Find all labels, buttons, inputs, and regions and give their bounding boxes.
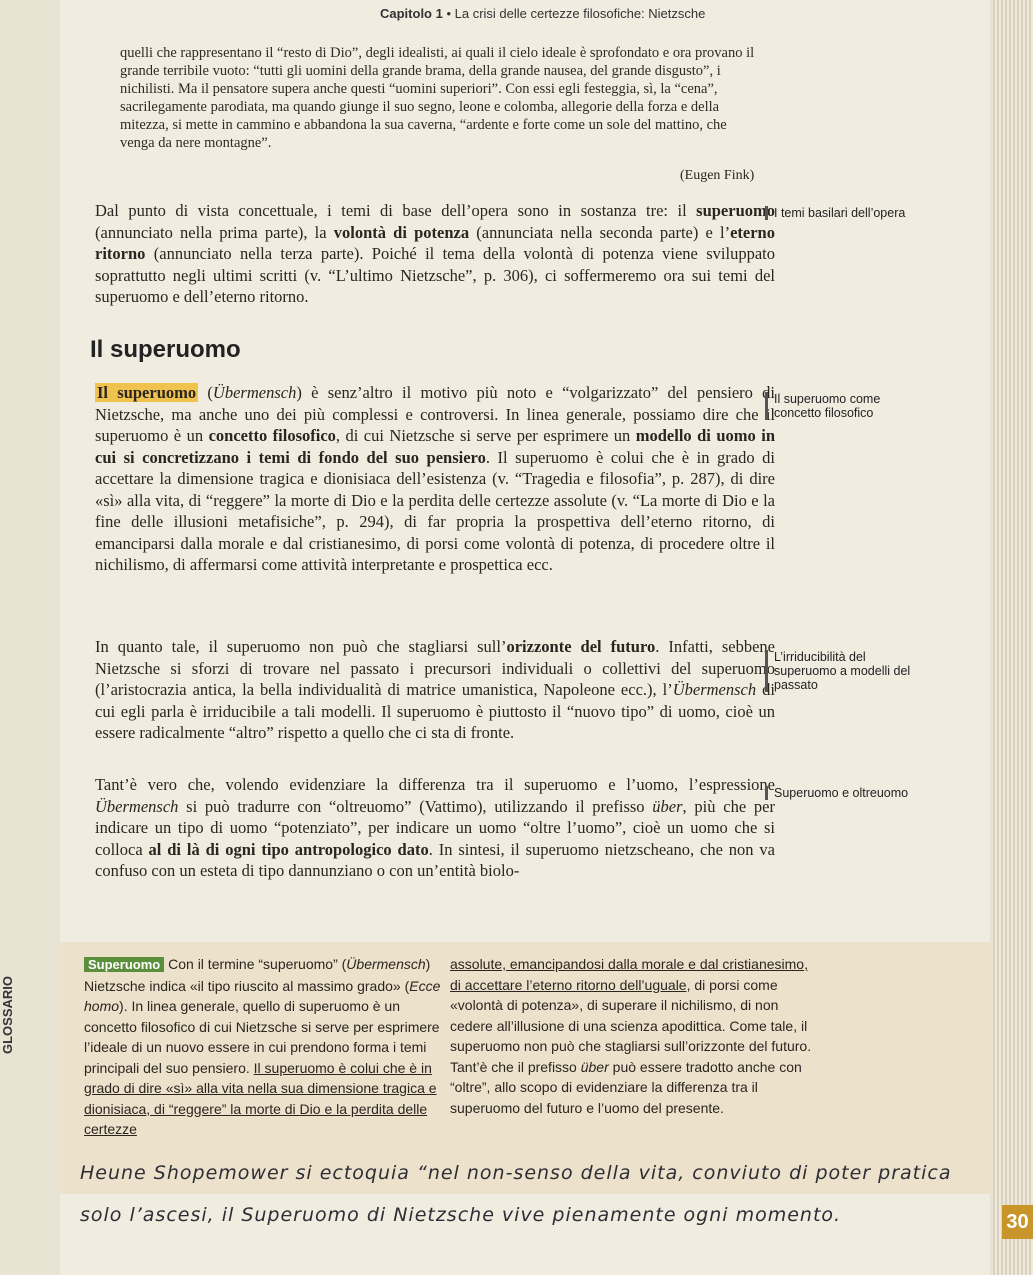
p1-bold: concetto filosofico [208,426,336,445]
section-title: Il superuomo [90,336,241,363]
p3-text: . In sintesi, il superuomo nietzscheano, che non va confuso con un esteta di tipo dannunziano o con un’entità biolo- [95,839,775,880]
intro-text: (annunciato nella terza parte). Poiché il tema della volontà di potenza viene sviluppato soprattutto negli ultimi scritti (v. “L’ultimo Nietzsche”, p. 306), ci soffermeremo ora sui temi del superuomo e dell’eterno ritorno. [95,244,775,306]
summary-column-2 [450,954,820,1118]
summary-text: Con il termine “superuomo” ( [164,956,347,972]
margin-note: Il superuomo come concetto filosofico [765,392,924,420]
margin-note: Superuomo e oltreuomo [765,786,924,800]
margin-note: I temi basilari dell’opera [765,206,924,220]
p1-italic: Übermensch [212,383,297,402]
summary-underlined: Il superuomo è colui che è in grado di dire «sì» alla vita nella sua dimensione tragica e dionisiaca, di “reggere” la morte di Dio e la perdita delle certezze [84,1059,437,1137]
paragraph-3 [95,774,775,882]
paragraph-2 [95,636,775,744]
summary-underlined: assolute, emancipandosi dalla morale e dal cristianesimo, di accettare l’eterno ritorno dell’uguale, [450,956,808,993]
p2-text: In quanto tale, il superuomo non può che stagliarsi sull’ [95,637,507,656]
chapter-label: Capitolo 1 [380,6,443,21]
highlighted-term: Il superuomo [97,383,197,402]
intro-text: (annunciata nella seconda parte) e l’ [469,222,731,242]
p3-text: , più che per indicare un tipo di uomo “potenziato”, per indicare un uomo “oltre l’uomo”, cioè un uomo che si colloca [95,796,775,859]
p1-text: ( [198,383,213,402]
p1-text: ) è senz’altro il motivo più noto e “volgarizzato” del pensiero di Nietzsche, ma anche uno dei più complessi e controversi. In linea generale, possiamo dire che il superuomo è un [95,383,776,445]
p3-italic: über [652,796,683,816]
intro-bold: eterno ritorno [95,222,775,263]
page-edge [993,0,1033,1275]
intro-paragraph [95,200,775,308]
quote-text: quelli che rappresentano il “resto di Dio”, degli idealisti, ai quali il cielo ideale è sprofondato e ora provano il grande terribile vuoto: “tutti gli uomini della grande brama, della grande nausea, del grande disgusto”, i nichilisti. Ma il pensatore supera anche questi “uomini superiori”. Con essi egli festeggia, sì, la “cena”, sacrilegamente parodiata, ma quando giunge il suo segno, leone e colomba, allegorie della forza e della mitezza, si mette in cammino e abbandona la sua caverna, “ardente e forte come un sole del mattino, che venga da nere montagne”. [120,45,755,151]
summary-column-1 [84,954,444,1140]
p3-italic: Übermensch [95,796,179,816]
p2-bold: orizzonte del futuro [506,637,656,656]
summary-tag: Superuomo [84,957,164,972]
paragraph-1 [95,382,775,576]
p2-text: di cui egli parla è irriducibile a tali modelli. Il superuomo è piuttosto il “nuovo tipo” di uomo, cioè un essere radicalmente “altro” rispetto a quello che ci sta di fronte. [95,680,775,742]
summary-text: ) Nietzsche indica «il tipo riuscito al massimo grado» ( [84,956,431,994]
p2-italic: Übermensch [672,680,757,699]
p3-bold: al di là di ogni tipo antropologico dato [148,839,429,859]
chapter-title: • La crisi delle certezze filosofiche: Nietzsche [446,6,706,21]
summary-text: di porsi come «volontà di potenza», di superare il nichilismo, di non cedere all’illusione di una scienza apodittica. Come tale, il superuomo non può che stagliarsi sull’orizzonte del futuro. Tant’è che il prefisso [450,976,812,1075]
handwritten-note-line-1: Heune Shopemower si ectoquia “nel non-senso della vita, conviuto di poter pratica [80,1162,952,1184]
p3-text: si può tradurre con “oltreuomo” (Vattimo), utilizzando il prefisso [178,796,653,816]
summary-italic: Ecce homo [84,977,441,1014]
summary-italic: über [580,1058,609,1075]
handwritten-note-line-2: solo l’ascesi, il Superuomo di Nietzsche vive pienamente ogni momento. [80,1204,842,1226]
p3-text: Tant’è vero che, volendo evidenziare la differenza tra il superuomo e l’uomo, l’espressione [95,775,775,794]
intro-bold: superuomo [696,201,775,220]
page-number: 30 [1002,1205,1033,1239]
intro-text: (annunciato nella prima parte), la [95,222,334,242]
p1-text: . Il superuomo è colui che è in grado di accettare la dimensione tragica e dionisiaca dell’esistenza (v. “Tragedia e filosofia”, p. 287), di dire «sì» alla vita, di “reggere” la morte di Dio e la perdita delle certezze assolute (v. “La morte di Dio e la fine delle illusioni metafisiche”, p. 294), di far propria la prospettiva dell’eterno ritorno, di emanciparsi dalla morale e dal cristianesimo, di porsi come volontà di potenza, di procedere oltre il nichilismo, di affermarsi come attività interpretante e prospettica ecc. [95,447,775,574]
summary-italic: Übermensch [346,956,426,972]
summary-side-label: GLOSSARIO [0,976,15,1055]
summary-text: può essere tradotto anche con “oltre”, allo scopo di evidenziare la differenza tra il superuomo del futuro e l’uomo del presente. [450,1058,802,1116]
running-header [380,6,980,21]
p2-text: . Infatti, sebbene Nietzsche si sforzi di trovare nel passato i precursori individuali o collettivi del superuomo (l’aristocrazia antica, la bella individualità di matrice umanistica, Napoleone ecc.), l’ [95,637,775,699]
p1-text: , di cui Nietzsche si serve per esprimere un [335,426,636,445]
summary-text: ). In linea generale, quello di superuomo è un concetto filosofico di cui Nietzsche si serve per esprimere l’ideale di un nuovo essere in cui prendono forma i temi principali del suo pensiero. [84,998,440,1076]
quote-author: (Eugen Fink) [680,168,755,183]
p1-bold: modello di uomo in cui si concretizzano i temi di fondo del suo pensiero [95,426,775,467]
intro-text: Dal punto di vista concettuale, i temi di base dell’opera sono in sostanza tre: il [95,201,697,220]
margin-note: L’irriducibilità del superuomo a modelli del passato [765,650,924,692]
intro-bold: volontà di potenza [333,222,470,242]
